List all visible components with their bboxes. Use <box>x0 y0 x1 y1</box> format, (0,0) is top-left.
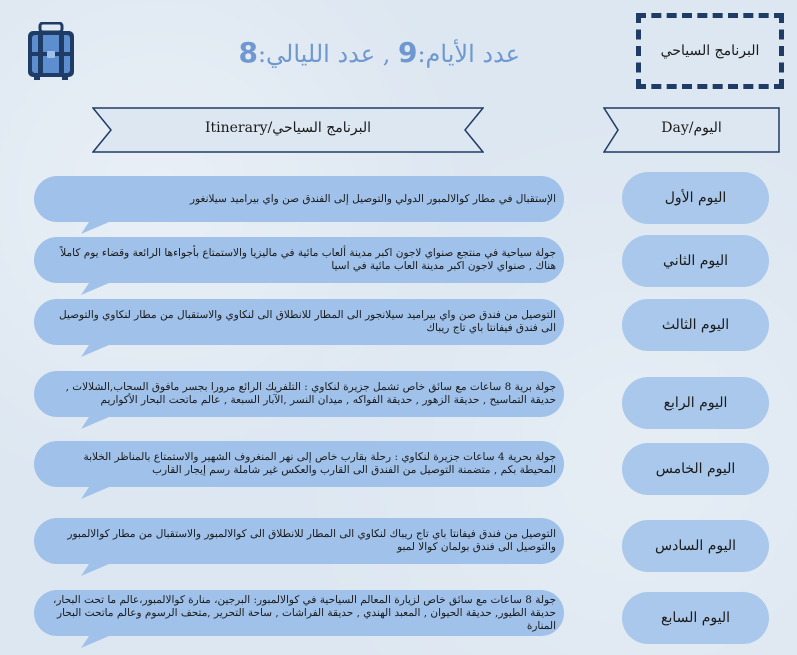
activity-bubble <box>34 371 564 429</box>
day-label: اليوم السابع <box>622 592 769 644</box>
day-label: اليوم الثالث <box>622 299 769 351</box>
day-label: اليوم الأول <box>622 172 769 224</box>
summary-separator: , <box>375 40 398 68</box>
itinerary-row <box>0 371 797 431</box>
itinerary-column-header <box>92 107 484 153</box>
activity-text: جولة 8 ساعات مع سائق خاص لزيارة المعالم السياحية في كوالالمبور: البرجين، منارة كوالالمبور،عالم ما تحت البحار، حديقة الطيور, حديقة الحيوان , المعبد الهندي , حديقة الفراشات , ساحة التحرير ,متحف الرسوم وعالم ماتحت البحار المنارة <box>52 593 556 632</box>
itinerary-row <box>0 441 797 501</box>
day-column-header <box>603 107 780 153</box>
day-column-label: Day/اليوم <box>661 120 722 136</box>
activity-text: جولة بحرية 4 ساعات جزيرة لنكاوي : رحلة بقارب خاص إلى نهر المنغروف الشهير والاستمتاع بالمناظر الخلابة المحيطة بكم , متضمنة التوصيل من الفندق الى القارب والعكس غير شاملة رسم إيجار القارب <box>83 451 556 476</box>
itinerary-row <box>0 299 797 359</box>
program-title-box <box>636 13 784 89</box>
nights-label: عدد الليالي: <box>257 40 376 68</box>
activity-bubble <box>34 299 564 357</box>
days-label: عدد الأيام: <box>417 40 520 68</box>
day-label: اليوم السادس <box>622 520 769 572</box>
nights-value: 8 <box>238 36 258 69</box>
activity-bubble <box>34 237 564 295</box>
activity-bubble <box>34 176 564 234</box>
activity-bubble <box>34 518 564 576</box>
activity-text: جولة برية 8 ساعات مع سائق خاص تشمل جزيرة لنكاوي : التلفريك الرائع مرورا بجسر مافوق السحاب,الشلالات , حديقة التماسيح , حديقة الزهور , حديقة الفواكه , ميدان النسر ,الآبار السبعة , عالم ماتحت البحار الأكواريم <box>65 381 556 406</box>
activity-text: جولة سياحية في منتجع صنواي لاجون اكبر مدينة ألعاب مائية في ماليزيا والاستمتاع بأجواءها الرائعة وقضاء يوم كاملاً هناك , صنواي لاجون اكبر مدينة العاب مائية في اسيا <box>60 247 556 272</box>
day-label: اليوم الخامس <box>622 443 769 495</box>
days-nights-summary <box>200 36 520 69</box>
itinerary-row <box>0 590 797 650</box>
day-label: اليوم الثاني <box>622 235 769 287</box>
itinerary-row <box>0 233 797 293</box>
activity-text: التوصيل من فندق صن واي بيراميد سيلانجور الى المطار للانطلاق الى لنكاوي والاستقبال من مطار لنكاوي والتوصيل الى فندق فيفانتا باي تاج ريباك <box>59 309 556 334</box>
program-title: البرنامج السياحي <box>660 43 760 59</box>
itinerary-column-label: Itinerary/البرنامج السياحي <box>204 120 371 136</box>
activity-bubble <box>34 441 564 499</box>
activity-text: التوصيل من فندق فيفانتا باي تاج ريباك لنكاوي الى المطار للانطلاق الى كوالالمبور والاستقبال من مطار كوالالمبور والتوصيل الى فندق بولمان كوالا لمبو <box>67 528 556 553</box>
suitcase-icon <box>26 22 76 84</box>
itinerary-row <box>0 170 797 230</box>
activity-text: الإستقبال في مطار كوالالمبور الدولي والتوصيل إلى الفندق صن واي بيراميد سيلانغور <box>190 192 556 205</box>
activity-bubble <box>34 590 564 648</box>
itinerary-row <box>0 516 797 576</box>
day-label: اليوم الرابع <box>622 377 769 429</box>
days-value: 9 <box>397 36 418 69</box>
